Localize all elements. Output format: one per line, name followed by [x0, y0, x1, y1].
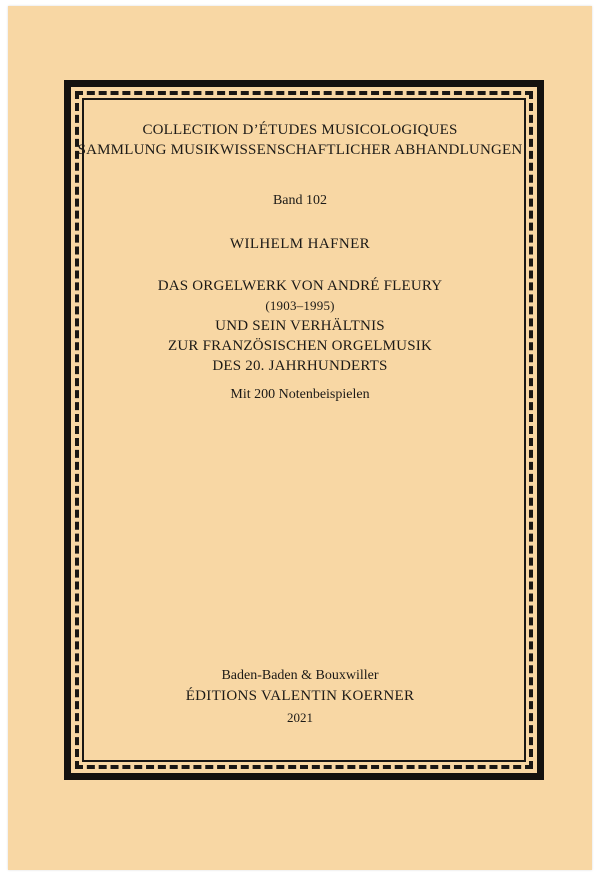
imprint [0, 665, 600, 728]
title-years: (1903–1995) [265, 298, 335, 313]
volume-number: Band 102 [272, 193, 328, 208]
title-line: DES 20. JAHRHUNDERTS [212, 358, 388, 374]
book-subtitle: Mit 200 Notenbeispielen [230, 387, 370, 402]
publication-place: Baden-Baden & Bouxwiller [221, 668, 379, 683]
series-title-german: SAMMLUNG MUSIKWISSENSCHAFTLICHER ABHANDLUNGEN [77, 142, 523, 158]
title-line: UND SEIN VERHÄLTNIS [215, 318, 385, 334]
title-line: ZUR FRANZÖSISCHEN ORGELMUSIK [168, 338, 432, 354]
title-line: DAS ORGELWERK VON ANDRÉ FLEURY [157, 278, 443, 294]
book-title [0, 276, 600, 376]
publisher-name: ÉDITIONS VALENTIN KOERNER [185, 688, 415, 704]
series-title [0, 120, 600, 160]
author-name: WILHELM HAFNER [229, 236, 371, 252]
series-title-french: COLLECTION D’ÉTUDES MUSICOLOGIQUES [142, 122, 458, 138]
publication-year: 2021 [287, 710, 313, 725]
